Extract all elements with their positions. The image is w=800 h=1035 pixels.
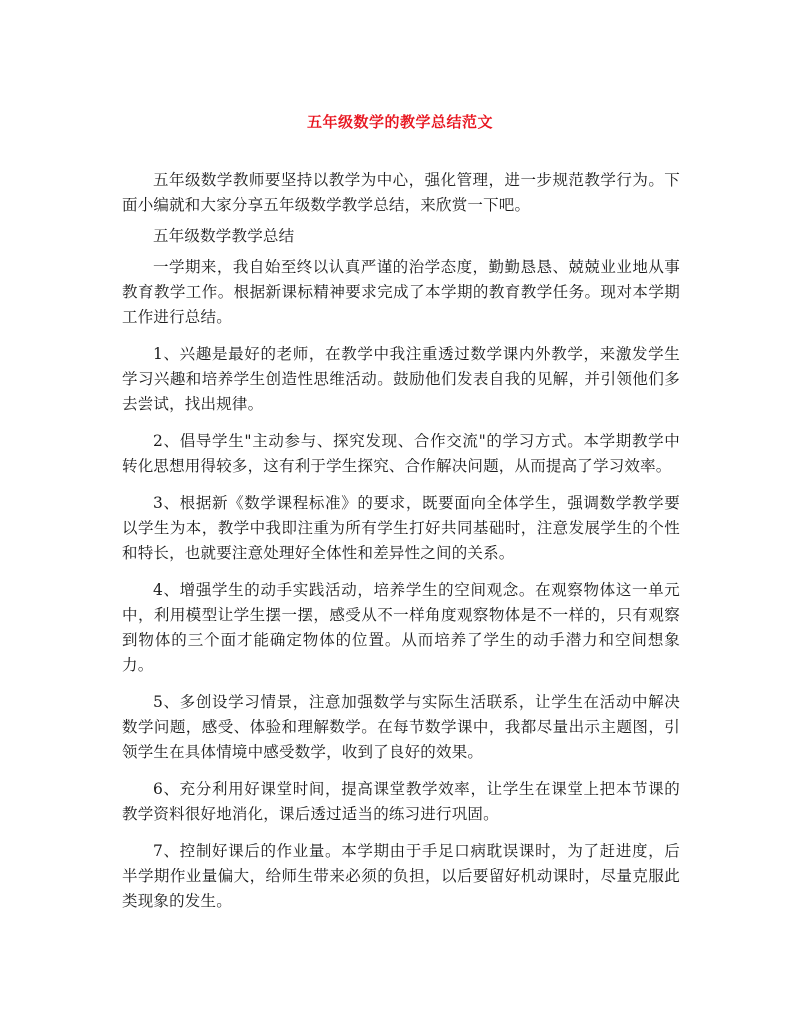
- point-paragraph-5: 5、多创设学习情景，注意加强数学与实际生活联系，让学生在活动中解决数学问题，感受、体验和理解数学。在每节数学课中，我都尽量出示主题图，引领学生在具体情境中感受数学，收到了良好的效果。: [122, 693, 680, 761]
- document-title: 五年级数学的教学总结范文: [306, 113, 493, 131]
- overview-paragraph: 一学期来，我自始至终以认真严谨的治学态度，勤勤恳恳、兢兢业业地从事教育教学工作。根据新课标精神要求完成了本学期的教育教学任务。现对本学期工作进行总结。: [122, 258, 680, 326]
- point-paragraph-6: 6、充分利用好课堂时间，提高课堂教学效率，让学生在课堂上把本节课的教学资料很好地消化，课后透过适当的练习进行巩固。: [122, 780, 680, 823]
- point-paragraph-3: 3、根据新《数学课程标准》的要求，既要面向全体学生，强调数学教学要以学生为本，教学中我即注重为所有学生打好共同基础时，注意发展学生的个性和特长，也就要注意处理好全体性和差异性之间的关系。: [122, 494, 680, 562]
- intro-paragraph: 五年级数学教师要坚持以教学为中心，强化管理，进一步规范教学行为。下面小编就和大家分享五年级数学教学总结，来欣赏一下吧。: [122, 171, 680, 214]
- document-body: [122, 168, 680, 914]
- point-paragraph-7: 7、控制好课后的作业量。本学期由于手足口病耽误课时，为了赶进度，后半学期作业量偏大，给师生带来必须的负担，以后要留好机动课时，尽量克服此类现象的发生。: [122, 842, 680, 910]
- point-paragraph-2: 2、倡导学生"主动参与、探究发现、合作交流"的学习方式。本学期教学中转化思想用得较多，这有利于学生探究、合作解决问题，从而提高了学习效率。: [122, 432, 680, 475]
- point-paragraph-4: 4、增强学生的动手实践活动，培养学生的空间观念。在观察物体这一单元中，利用模型让学生摆一摆，感受从不一样角度观察物体是不一样的，只有观察到物体的三个面才能确定物体的位置。从而培养了学生的动手潜力和空间想象力。: [122, 581, 680, 674]
- section-heading: 五年级数学教学总结: [153, 227, 295, 245]
- point-paragraph-1: 1、兴趣是最好的老师，在教学中我注重透过数学课内外教学，来激发学生学习兴趣和培养学生创造性思维活动。鼓励他们发表自我的见解，并引领他们多去尝试，找出规律。: [122, 345, 680, 413]
